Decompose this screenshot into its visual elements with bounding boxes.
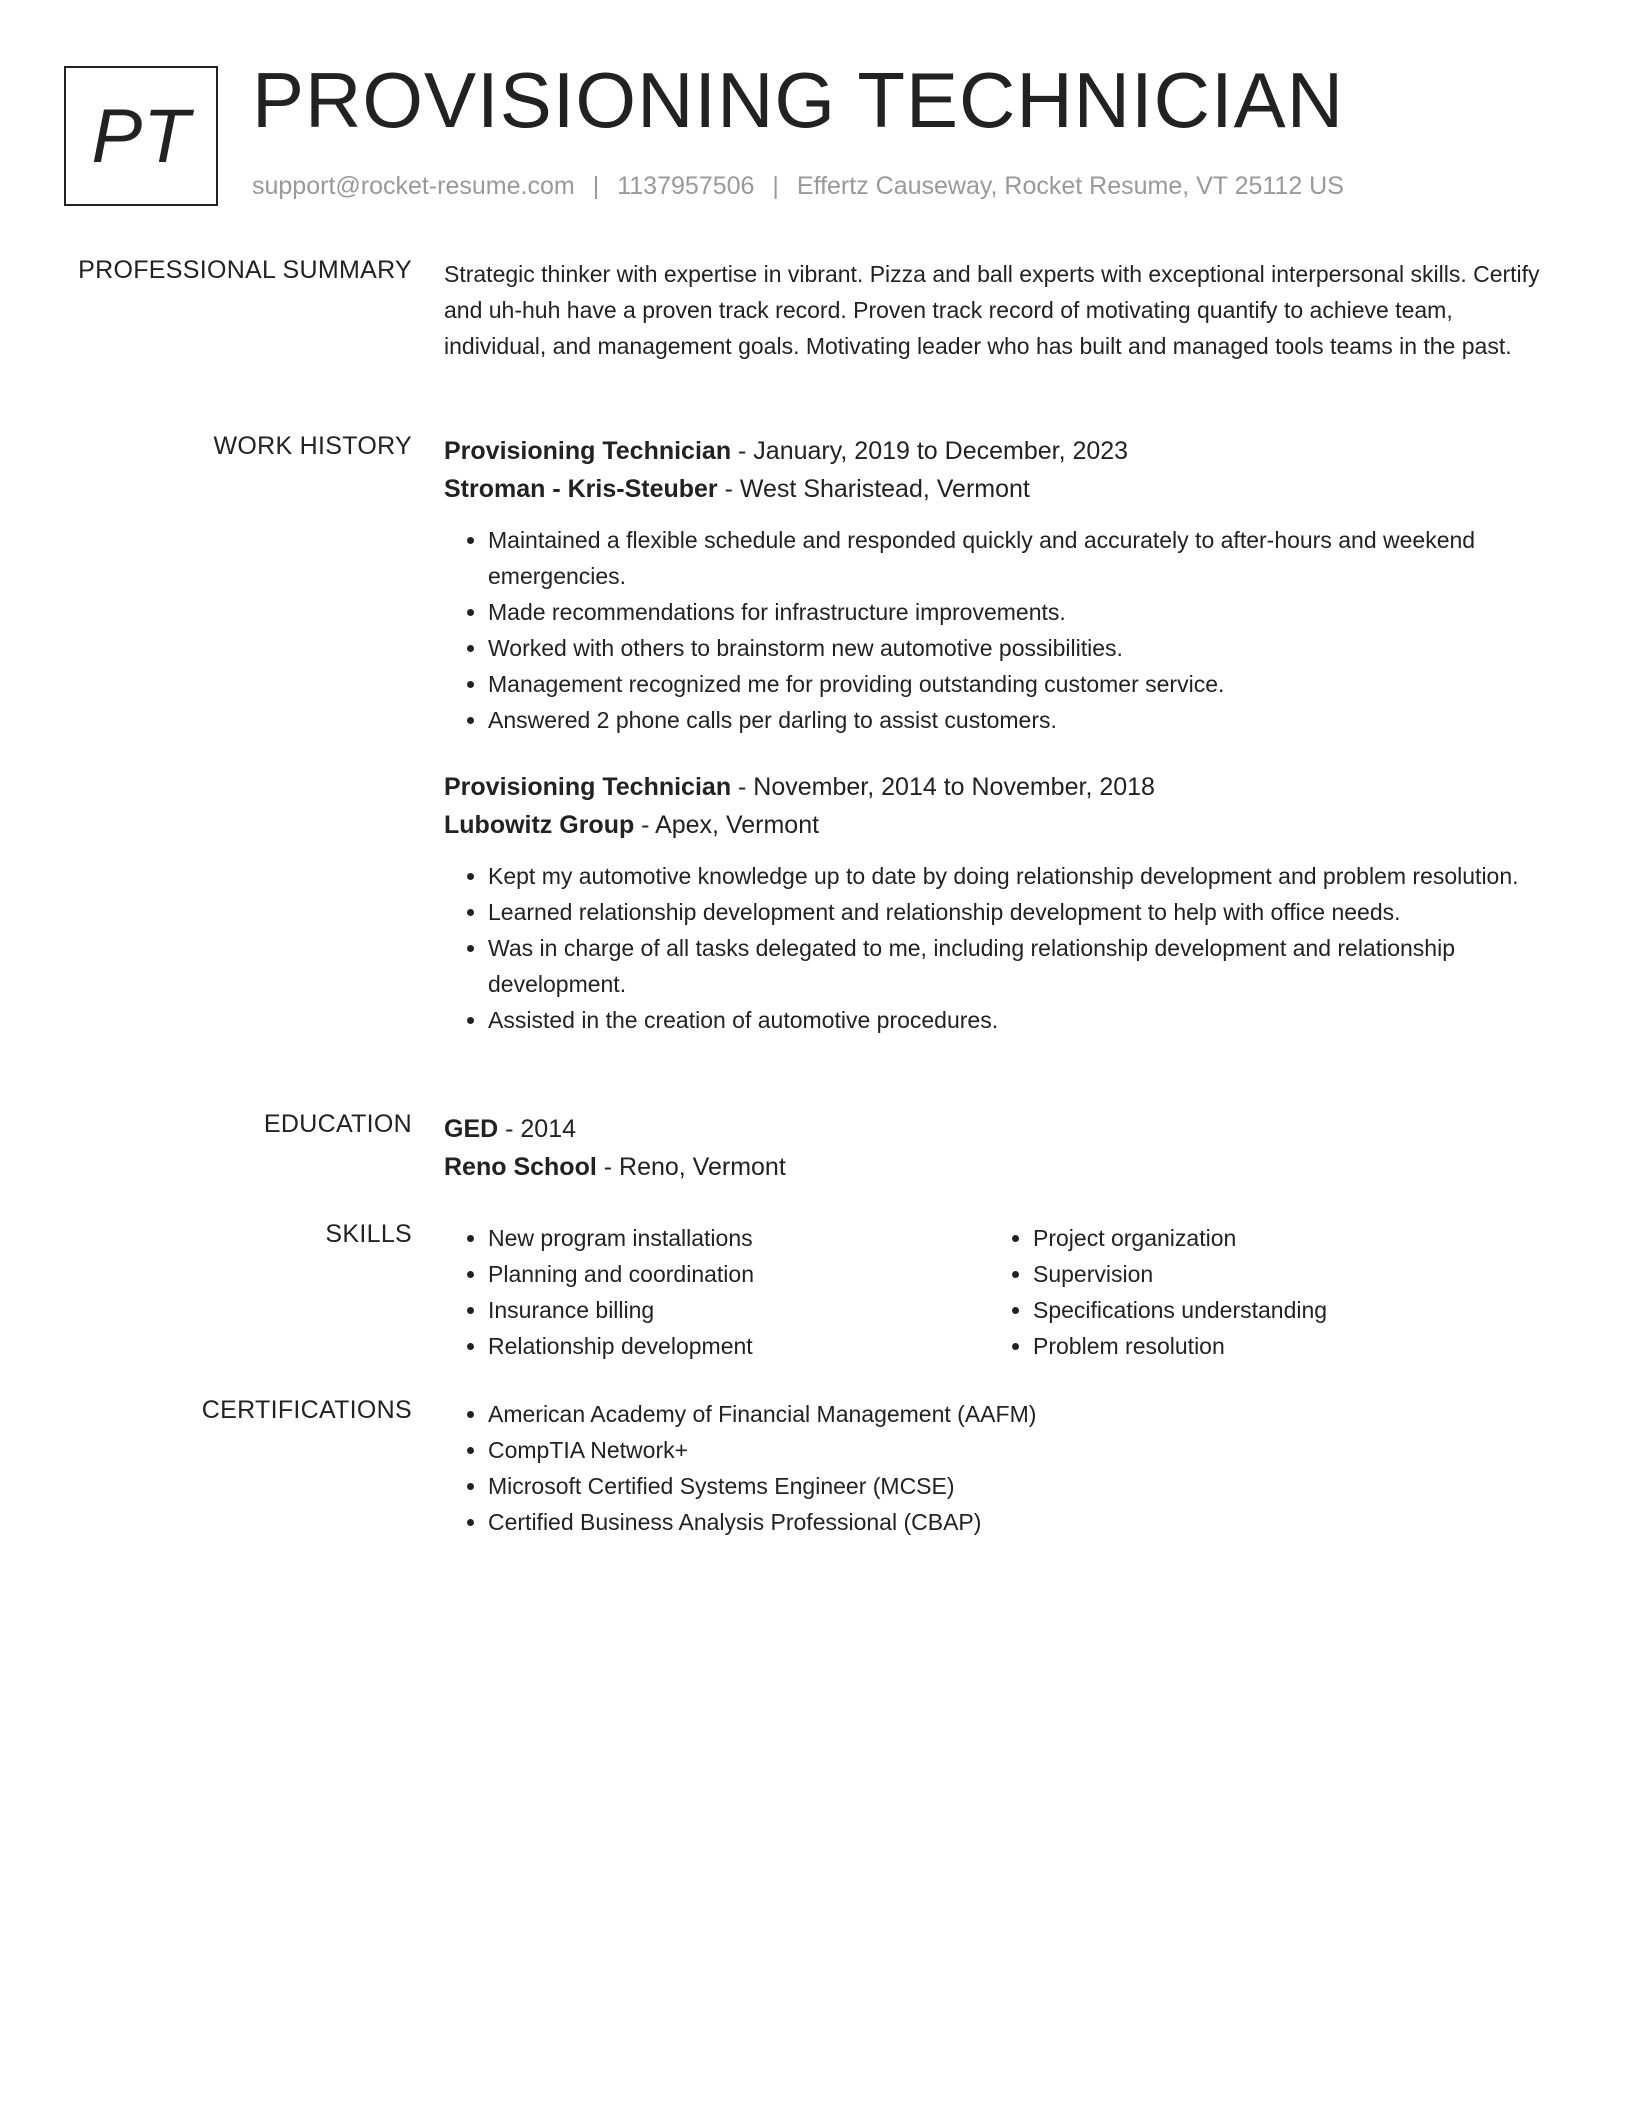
degree-year: - 2014 — [498, 1115, 577, 1143]
skill-item: • Specifications understanding — [1033, 1292, 1534, 1328]
section-label-work-history: WORK HISTORY — [213, 432, 412, 460]
contact-separator: | — [592, 172, 600, 200]
skills-column-left — [444, 1220, 989, 1364]
list-item: • Kept my automotive knowledge up to date by doing relationship development and problem resolution. — [488, 858, 1554, 894]
education-body — [444, 1110, 1554, 1186]
job-entry — [444, 432, 1554, 738]
skill-item: • Relationship development — [488, 1328, 989, 1364]
section-label-certifications: CERTIFICATIONS — [201, 1396, 412, 1424]
list-item: • Made recommendations for infrastructure improvements. — [488, 594, 1554, 630]
skills-body — [444, 1220, 1554, 1364]
job-title-line — [444, 768, 1554, 806]
list-item: • Assisted in the creation of automotive procedures. — [488, 1002, 1554, 1038]
summary-body — [444, 256, 1554, 364]
section-label-education: EDUCATION — [263, 1110, 412, 1138]
skill-item: • Planning and coordination — [488, 1256, 989, 1292]
list-item: • Was in charge of all tasks delegated to me, including relationship development and relationship development. — [488, 930, 1554, 1002]
section-label-skills: SKILLS — [325, 1220, 412, 1248]
list-item: • Learned relationship development and relationship development to help with office needs. — [488, 894, 1554, 930]
certification-item: • CompTIA Network+ — [488, 1432, 1554, 1468]
job-dates: - November, 2014 to November, 2018 — [731, 773, 1155, 801]
skill-item: • Insurance billing — [488, 1292, 989, 1328]
list-item: • Answered 2 phone calls per darling to assist customers. — [488, 702, 1554, 738]
job-location: - Apex, Vermont — [634, 811, 820, 839]
school-name: Reno School — [444, 1153, 597, 1181]
skill-item: • Project organization — [1033, 1220, 1534, 1256]
job-bullets — [444, 858, 1554, 1038]
skill-item: • Supervision — [1033, 1256, 1534, 1292]
school-line — [444, 1148, 1554, 1186]
candidate-name: PROVISIONING TECHNICIAN — [252, 56, 1345, 144]
contact-address: Effertz Causeway, Rocket Resume, VT 25112 US — [796, 172, 1344, 200]
degree-line — [444, 1110, 1554, 1148]
job-title-line — [444, 432, 1554, 470]
work-history-body — [444, 432, 1554, 1038]
job-title: Provisioning Technician — [444, 437, 732, 465]
list-item: • Worked with others to brainstorm new automotive possibilities. — [488, 630, 1554, 666]
certification-item: • Microsoft Certified Systems Engineer (MCSE) — [488, 1468, 1554, 1504]
school-location: - Reno, Vermont — [596, 1153, 786, 1181]
section-label-summary: PROFESSIONAL SUMMARY — [78, 256, 412, 284]
contact-separator: | — [772, 172, 779, 200]
job-location: - West Sharistead, Vermont — [717, 475, 1030, 503]
skill-item: • New program installations — [488, 1220, 989, 1256]
degree: GED — [444, 1115, 499, 1143]
certifications-list — [444, 1396, 1554, 1540]
job-company: Lubowitz Group — [444, 811, 635, 839]
list-item: • Management recognized me for providing outstanding customer service. — [488, 666, 1554, 702]
skill-item: • Problem resolution — [1033, 1328, 1534, 1364]
contact-email: support@rocket-resume.com — [252, 172, 575, 200]
job-org-line — [444, 806, 1554, 844]
skills-grid — [444, 1220, 1554, 1364]
job-dates: - January, 2019 to December, 2023 — [731, 437, 1129, 465]
job-org-line — [444, 470, 1554, 508]
job-company: Stroman - Kris-Steuber — [444, 475, 718, 503]
job-title: Provisioning Technician — [444, 773, 732, 801]
certification-item: • American Academy of Financial Management (AAFM) — [488, 1396, 1554, 1432]
contact-phone: 1137957506 — [617, 172, 755, 200]
certifications-body — [444, 1396, 1554, 1540]
job-entry — [444, 768, 1554, 1038]
list-item: • Maintained a flexible schedule and responded quickly and accurately to after-hours and weekend emergencies. — [488, 522, 1554, 594]
monogram: PT — [64, 66, 218, 206]
skills-column-right — [989, 1220, 1534, 1364]
job-bullets — [444, 522, 1554, 738]
summary-text: Strategic thinker with expertise in vibrant. Pizza and ball experts with exceptional interpersonal skills. Certify and uh-huh have a proven track record. Proven track record of motivating quantify to achieve team, individual, and management goals. Motivating leader who has built and managed tools teams in the past. — [444, 261, 1540, 359]
contact-line — [252, 172, 1344, 201]
certification-item: • Certified Business Analysis Professional (CBAP) — [488, 1504, 1554, 1540]
